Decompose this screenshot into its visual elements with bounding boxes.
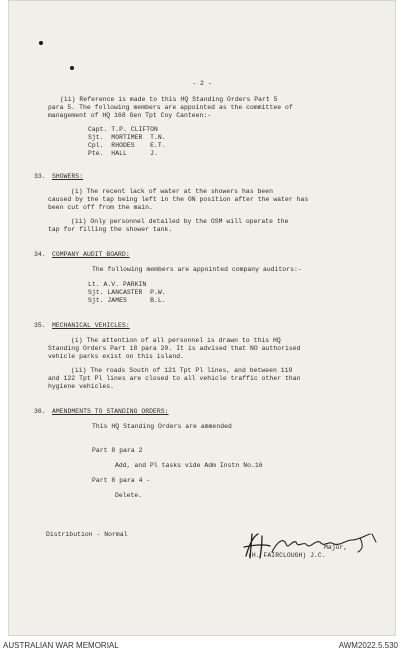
page-number: - 2 - [192, 80, 212, 87]
section-33-para-i-line-2: caused by the tap being left in the ON position after the water has [48, 196, 309, 203]
amendment-part-b: Part 8 para 4 - [92, 477, 151, 484]
signatory-name: (H. FAIRCLOUGH) J.C. [248, 552, 326, 559]
section-35-para-ii-line-3: hygiene vehicles. [48, 383, 115, 390]
document-page [8, 0, 396, 636]
amendment-part-a-action: Add, and Pl tasks vide Adm Instn No.16 [115, 462, 263, 469]
section-36-intro: This HQ Standing Orders are ammended [92, 423, 232, 430]
auditor-2: Sjt. LANCASTER P.W. [88, 289, 166, 296]
section-35-para-ii-line-1: (ii) The roads South of 121 Tpt Pl lines, and between 119 [71, 367, 293, 374]
amendment-part-b-action: Delete. [115, 492, 143, 499]
auditor-3: Sjt. JAMES B.L. [88, 297, 166, 304]
section-35-heading: MECHANICAL VEHICLES: [52, 322, 130, 329]
section-11-line-2: para 5. The following members are appointed as the committee of [48, 104, 293, 111]
committee-member-1: Capt. T.P. CLIFTON [88, 126, 158, 133]
auditor-1: Lt. A.V. PARKIN [88, 281, 147, 288]
footer-accession-number: AWM2022.5.530 [338, 641, 398, 650]
committee-member-4: Pte. HALL J. [88, 150, 158, 157]
section-11-line-3: management of HQ 168 Gen Tpt Coy Canteen:- [48, 112, 212, 119]
section-35-para-ii-line-2: and 122 Tpt Pl lines are closed to all vehicle traffic other than [48, 375, 301, 382]
section-34-number: 34. [34, 251, 46, 258]
committee-member-2: Sjt. MORTIMER T.N. [88, 134, 166, 141]
punch-hole-top [39, 41, 43, 45]
footer-source: AUSTRALIAN WAR MEMORIAL [3, 641, 119, 650]
section-33-para-i-line-3: been cut off from the main. [48, 204, 153, 211]
section-11-line-1: (ii) Reference is made to this HQ Standing Orders Part 5 [60, 96, 278, 103]
section-36-heading: AMENDMENTS TO STANDING ORDERS: [52, 408, 169, 415]
section-33-number: 33. [34, 173, 46, 180]
archive-footer [0, 639, 403, 653]
distribution-line: Distribution - Normal [46, 531, 128, 538]
section-35-para-i-line-3: vehicle parks exist on this island. [48, 353, 184, 360]
section-35-para-i-line-1: (i) The attention of all personnel is drawn to this HQ [71, 337, 281, 344]
section-33-para-ii-line-1: (ii) Only personnel detailed by the OSM will operate the [71, 218, 289, 225]
section-36-number: 36. [34, 408, 46, 415]
section-33-para-i-line-1: (i) The recent lack of water at the showers has been [71, 188, 274, 195]
signatory-rank: Major, [324, 544, 348, 551]
section-34-intro: The following members are appointed company auditors:- [92, 266, 302, 273]
section-35-para-i-line-2: Standing Orders Part 18 para 20. It is advised that NO authorised [48, 345, 301, 352]
section-34-heading: COMPANY AUDIT BOARD: [52, 251, 130, 258]
section-33-para-ii-line-2: tap for filling the shower tank. [48, 226, 173, 233]
section-35-number: 35. [34, 322, 46, 329]
committee-member-3: Cpl. RHODES E.T. [88, 142, 166, 149]
punch-hole-bottom [70, 66, 74, 70]
section-33-heading: SHOWERS: [52, 173, 84, 180]
amendment-part-a: Part 8 para 2 [92, 447, 143, 454]
